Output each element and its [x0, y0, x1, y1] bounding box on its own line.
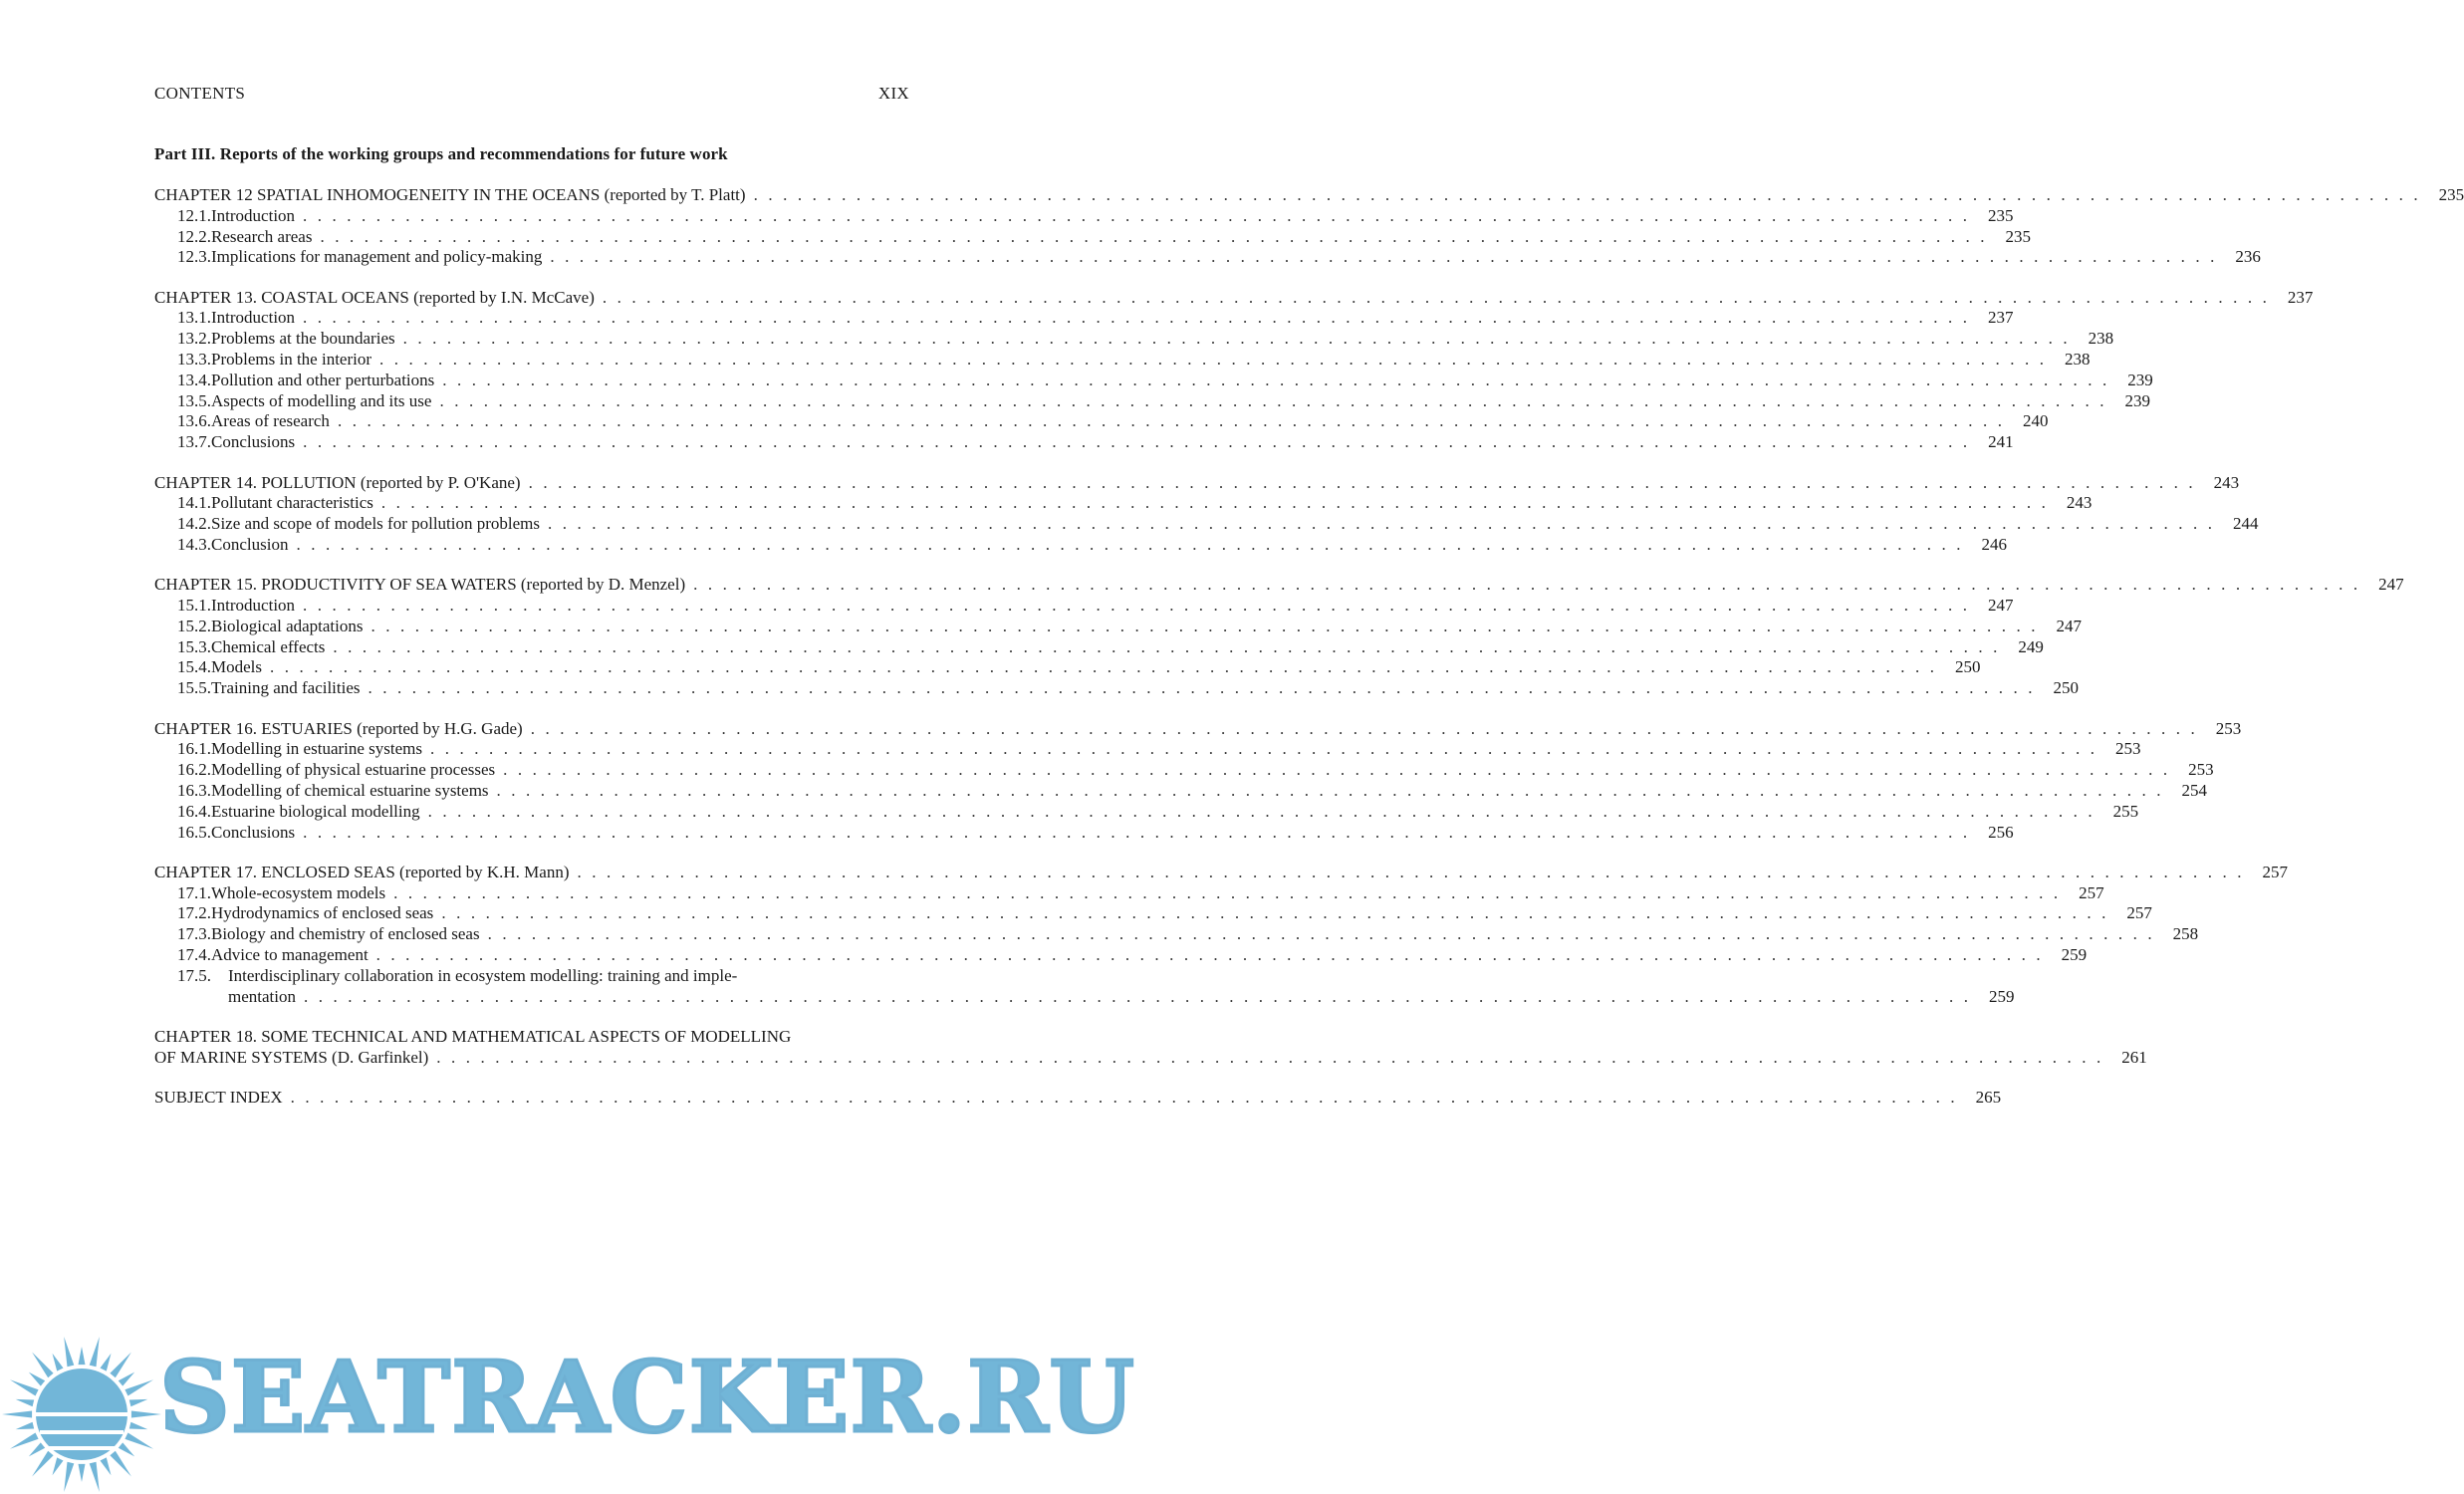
sun-ray: [53, 1457, 64, 1475]
section-title: Training and facilities: [211, 678, 361, 698]
section-number: 15.3.: [177, 636, 211, 656]
section-number: 13.1.: [177, 308, 211, 328]
dot-leader: ..................................................................................................................: [370, 616, 2046, 635]
page-number: 254: [2181, 780, 2208, 800]
dot-leader: ..................................................................................................................: [303, 986, 1979, 1006]
dot-leader: ..................................................................................................................: [430, 739, 2105, 759]
page-number: 250: [2053, 678, 2080, 698]
section-number: 12.3.: [177, 247, 211, 267]
chapter-entry[interactable]: [154, 575, 2404, 699]
section-number: 17.1.: [177, 882, 211, 902]
section-title: Biology and chemistry of enclosed seas: [211, 924, 480, 944]
sun-ray: [101, 1457, 112, 1475]
section-number: 17.2.: [177, 903, 211, 923]
section-entry: [154, 370, 2153, 391]
section-title: Areas of research: [211, 411, 330, 431]
dot-leader: ..................................................................................................................: [577, 862, 2252, 881]
section-entry: [154, 411, 2049, 432]
page-number: 239: [2127, 370, 2153, 389]
section-title: Interdisciplinary collaboration in ecosystem modelling: training and imple-: [228, 965, 738, 985]
dot-leader: ..................................................................................................................: [503, 760, 2178, 780]
chapter-entry[interactable]: [154, 862, 2288, 1008]
page-number: 247: [1988, 596, 2014, 616]
dot-leader: ..................................................................................................................: [550, 247, 2225, 267]
section-title: Biological adaptations: [211, 616, 364, 635]
section-entry: [154, 514, 2259, 535]
watermark-text: SEATRACKER.RU: [159, 1341, 1135, 1455]
section-number: 13.3.: [177, 350, 211, 370]
section-number: 15.1.: [177, 596, 211, 616]
sun-ray: [16, 1399, 35, 1406]
page-number: 247: [2056, 616, 2082, 635]
section-title: Modelling of physical estuarine processes: [211, 760, 496, 780]
section-entry: [154, 534, 2007, 556]
sun-ray: [16, 1422, 35, 1429]
dot-leader: ..................................................................................................................: [303, 596, 1978, 616]
section-entry: [154, 945, 2088, 966]
sun-ray: [79, 1464, 86, 1482]
section-title: Pollution and other perturbations: [211, 370, 435, 389]
section-title: Modelling in estuarine systems: [211, 739, 423, 759]
chapter-title-line: [154, 575, 2404, 596]
section-title: Conclusions: [211, 432, 296, 452]
section-entry: [154, 596, 2014, 617]
dot-leader: ..................................................................................................................: [402, 329, 2079, 349]
dot-leader: ..................................................................................................................: [393, 882, 2069, 902]
page-number: 261: [2121, 1047, 2147, 1067]
section-number: 17.3.: [177, 924, 211, 944]
section-entry: [154, 636, 2044, 658]
section-title: Pollutant characteristics: [211, 493, 373, 513]
section-number: 13.5.: [177, 390, 211, 410]
dot-leader: ..................................................................................................................: [270, 657, 1945, 677]
dot-leader: ..................................................................................................................: [528, 472, 2204, 492]
sun-ray: [10, 1379, 39, 1395]
section-number: 13.2.: [177, 329, 211, 349]
section-number: 13.7.: [177, 432, 211, 452]
page-number-roman: XIX: [877, 84, 909, 103]
sun-ray: [131, 1411, 161, 1418]
page-number: 237: [1988, 308, 2014, 328]
page-number: 253: [2188, 760, 2214, 780]
page-number: 238: [2065, 350, 2091, 370]
section-title: Models: [211, 657, 262, 677]
dot-leader: ..................................................................................................................: [496, 780, 2172, 800]
page-number: 246: [1981, 534, 2007, 554]
section-entry: [154, 924, 2199, 945]
sun-ray: [79, 1347, 86, 1365]
page-number: 244: [2233, 514, 2259, 534]
sun-ray: [90, 1462, 100, 1492]
page-number: 253: [2115, 739, 2141, 759]
section-number: 13.4.: [177, 370, 211, 389]
chapter-title-line-2: [154, 1047, 2147, 1069]
sun-ray: [110, 1451, 130, 1477]
section-entry: [154, 657, 1981, 678]
chapter-title-line: [154, 472, 2240, 494]
sun-ray: [29, 1442, 45, 1456]
sun-ray: [129, 1422, 148, 1429]
page-header: [154, 84, 909, 108]
section-number: 13.6.: [177, 411, 211, 431]
dot-leader: ..................................................................................................................: [303, 308, 1978, 328]
chapter-title-text: mentation: [228, 986, 296, 1006]
section-number: 17.4.: [177, 945, 211, 964]
dot-leader: ..................................................................................................................: [602, 287, 2278, 307]
section-number: 16.2.: [177, 760, 211, 780]
section-entry: [154, 616, 2082, 637]
chapter-18[interactable]: [154, 1026, 2147, 1069]
page-number: 247: [2378, 575, 2404, 595]
section-title: Problems in the interior: [211, 350, 372, 370]
page-number: 237: [2287, 287, 2314, 307]
dot-leader: ..................................................................................................................: [441, 903, 2116, 923]
section-title: Introduction: [211, 596, 296, 616]
dot-leader: ..................................................................................................................: [442, 370, 2117, 389]
page-number: 258: [2172, 924, 2199, 944]
section-title: Size and scope of models for pollution problems: [211, 514, 541, 534]
section-entry: [154, 432, 2014, 453]
dot-leader: ..................................................................................................................: [290, 1087, 1966, 1107]
dot-leader: ..................................................................................................................: [303, 822, 1978, 842]
dot-leader: ..................................................................................................................: [379, 350, 2055, 370]
dot-leader: ..................................................................................................................: [303, 205, 1978, 225]
section-title: Estuarine biological modelling: [211, 801, 420, 821]
sun-ray: [53, 1354, 64, 1371]
dot-leader: ..................................................................................................................: [548, 514, 2223, 534]
page-number: 259: [2061, 945, 2088, 964]
section-entry: [154, 739, 2141, 760]
section-number: 12.2.: [177, 226, 211, 246]
page-number: 240: [2022, 411, 2049, 431]
dot-leader: ..................................................................................................................: [375, 945, 2052, 964]
section-entry: [154, 205, 2014, 227]
section-entry: [154, 226, 2031, 248]
section-entry: [154, 801, 2139, 823]
section-title: Introduction: [211, 308, 296, 328]
page-number: 257: [2262, 862, 2288, 881]
dot-leader: ..................................................................................................................: [296, 534, 1971, 554]
section-title: Introduction: [211, 205, 296, 225]
section-title: Problems at the boundaries: [211, 329, 395, 349]
section-title: Whole-ecosystem models: [211, 882, 386, 902]
page-number: 235: [2005, 226, 2031, 246]
page-number: 243: [2213, 472, 2240, 492]
chapter-list: [154, 185, 2464, 1007]
page-number: 235: [2438, 185, 2464, 204]
section-entry: [154, 903, 2152, 924]
section-entry: [154, 760, 2214, 781]
chapter-title-text: OF MARINE SYSTEMS (D. Garfinkel): [154, 1047, 429, 1067]
chapter-title-text: CHAPTER 13. COASTAL OCEANS (reported by I.N. McCave): [154, 287, 595, 307]
page-number: 255: [2112, 801, 2139, 821]
dot-leader: ..................................................................................................................: [303, 432, 1978, 452]
page-number: 250: [1955, 657, 1981, 677]
page-number: 259: [1988, 986, 2015, 1006]
page-number: 243: [2066, 493, 2093, 513]
running-head: CONTENTS: [154, 84, 246, 103]
sun-ray: [29, 1372, 45, 1386]
section-title: Aspects of modelling and its use: [211, 390, 432, 410]
chapter-entry[interactable]: [154, 472, 2259, 556]
subject-index-entry[interactable]: [154, 1087, 2002, 1109]
sun-ray: [119, 1442, 134, 1456]
page-number: 236: [2235, 247, 2261, 267]
sun-ray: [64, 1337, 74, 1367]
section-entry: [154, 822, 2014, 844]
dot-leader: ..................................................................................................................: [753, 185, 2429, 204]
section-number: 15.5.: [177, 678, 211, 698]
chapter-entry[interactable]: [154, 718, 2242, 844]
page-number: 241: [1988, 432, 2014, 452]
sun-ray: [2, 1411, 32, 1418]
section-title: Conclusion: [211, 534, 289, 554]
section-entry: [154, 247, 2261, 268]
section-title: Hydrodynamics of enclosed seas: [211, 903, 434, 923]
chapter-entry[interactable]: [154, 185, 2464, 268]
page-number: 235: [1988, 205, 2014, 225]
dot-leader: ..................................................................................................................: [436, 1047, 2111, 1067]
section-number: 17.5.: [177, 965, 211, 985]
section-entry: [154, 493, 2093, 514]
sun-ray: [32, 1353, 54, 1378]
sun-ray: [124, 1379, 153, 1395]
sun-ray: [101, 1354, 112, 1371]
chapter-title-line: [154, 862, 2288, 883]
chapter-title-line-1: CHAPTER 18. SOME TECHNICAL AND MATHEMATICAL ASPECTS OF MODELLING: [154, 1026, 792, 1046]
subject-index-title: SUBJECT INDEX: [154, 1087, 283, 1107]
section-number: 12.1.: [177, 205, 211, 225]
chapter-title-text: CHAPTER 16. ESTUARIES (reported by H.G. Gade): [154, 718, 523, 738]
sun-ray: [129, 1399, 148, 1406]
section-number: 14.2.: [177, 514, 211, 534]
part-title: Part III. Reports of the working groups and recommendations for future work: [154, 144, 728, 163]
dot-leader: ..................................................................................................................: [333, 636, 2008, 656]
chapter-title-text: CHAPTER 14. POLLUTION (reported by P. O'Kane): [154, 472, 521, 492]
dot-leader: ..................................................................................................................: [693, 575, 2368, 595]
sun-ray: [10, 1433, 39, 1449]
section-entry: [154, 329, 2114, 350]
section-number: 16.5.: [177, 822, 211, 842]
chapter-title-line: [154, 287, 2314, 309]
section-number: 16.3.: [177, 780, 211, 800]
page-number: 257: [2126, 903, 2152, 923]
section-entry: [154, 780, 2208, 802]
section-entry: [154, 678, 2080, 699]
section-number: 14.1.: [177, 493, 211, 513]
dot-leader: ..................................................................................................................: [487, 924, 2163, 944]
section-number: 14.3.: [177, 534, 211, 554]
page-number: 239: [2124, 390, 2150, 410]
section-entry: [154, 882, 2104, 904]
sun-ray: [124, 1433, 153, 1449]
section-entry: [154, 308, 2014, 329]
section-title: Conclusions: [211, 822, 296, 842]
section-title: Modelling of chemical estuarine systems: [211, 780, 489, 800]
page-number: 238: [2088, 329, 2114, 349]
chapter-entry[interactable]: [154, 287, 2314, 453]
subject-index-line: [154, 1087, 2002, 1109]
section-title: Research areas: [211, 226, 313, 246]
dot-leader: ..................................................................................................................: [368, 678, 2044, 698]
section-entry-continuation: [154, 986, 2015, 1008]
section-entry: [154, 390, 2150, 412]
chapter-title-line: [154, 185, 2464, 206]
section-number: 15.4.: [177, 657, 211, 677]
section-title: Advice to management: [211, 945, 369, 964]
section-title: Chemical effects: [211, 636, 326, 656]
dot-leader: ..................................................................................................................: [320, 226, 1995, 246]
dot-leader: ..................................................................................................................: [337, 411, 2013, 431]
chapter-title-line: [154, 718, 2242, 740]
sun-ray: [32, 1451, 54, 1477]
table-of-contents: [154, 185, 2464, 1127]
page-number: 257: [2079, 882, 2104, 902]
chapter-title-text: CHAPTER 17. ENCLOSED SEAS (reported by K.H. Mann): [154, 862, 570, 881]
section-number: 16.1.: [177, 739, 211, 759]
dot-leader: ..................................................................................................................: [439, 390, 2114, 410]
section-title: Implications for management and policy-making: [211, 247, 543, 267]
page-number: 256: [1988, 822, 2014, 842]
sun-ray: [64, 1462, 74, 1492]
section-number: 15.2.: [177, 616, 211, 635]
sun-ray: [119, 1372, 134, 1386]
chapter-title-text: CHAPTER 12 SPATIAL INHOMOGENEITY IN THE OCEANS (reported by T. Platt): [154, 185, 746, 204]
section-entry: [154, 350, 2091, 371]
dot-leader: ..................................................................................................................: [530, 718, 2206, 738]
section-number: 16.4.: [177, 801, 211, 821]
section-entry-wrapped: [154, 966, 909, 987]
chapter-title-text: CHAPTER 15. PRODUCTIVITY OF SEA WATERS (reported by D. Menzel): [154, 575, 686, 595]
page-number: 265: [1975, 1087, 2002, 1107]
dot-leader: ..................................................................................................................: [427, 801, 2103, 821]
dot-leader: ..................................................................................................................: [380, 493, 2057, 513]
sun-ray: [90, 1337, 100, 1367]
sun-ray: [110, 1353, 130, 1378]
page-number: 249: [2018, 636, 2044, 656]
page-number: 253: [2215, 718, 2242, 738]
